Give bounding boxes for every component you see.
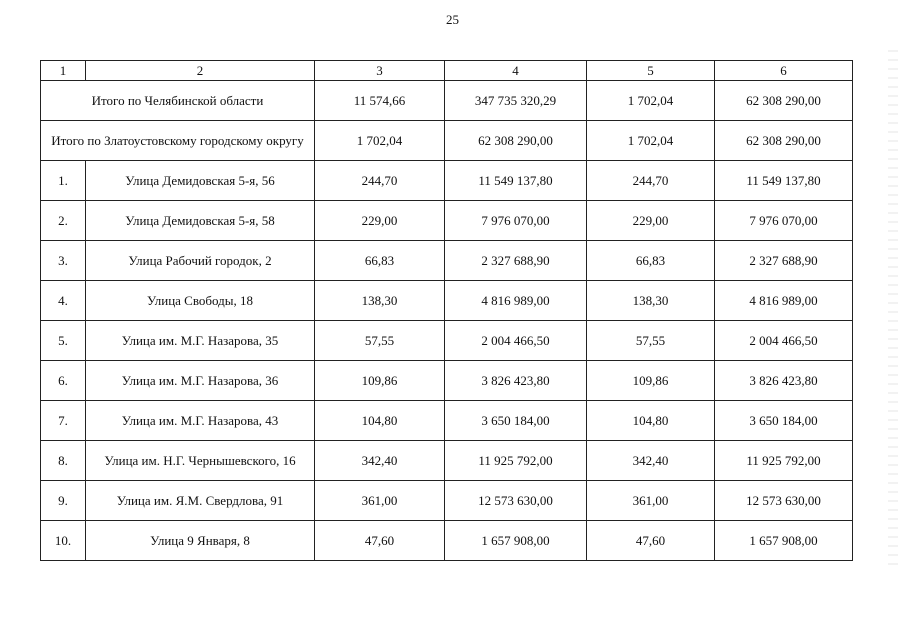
- header-row: [41, 61, 853, 81]
- total-cell: 62 308 290,00: [715, 121, 853, 161]
- value-cell: 229,00: [315, 201, 445, 241]
- header-cell: 4: [445, 61, 587, 81]
- row-number: 10.: [41, 521, 86, 561]
- value-cell: 57,55: [315, 321, 445, 361]
- total-cell: 11 574,66: [315, 81, 445, 121]
- value-cell: 1 657 908,00: [445, 521, 587, 561]
- value-cell: 7 976 070,00: [445, 201, 587, 241]
- value-cell: 66,83: [315, 241, 445, 281]
- value-cell: 109,86: [587, 361, 715, 401]
- header-cell: 2: [86, 61, 315, 81]
- row-number: 2.: [41, 201, 86, 241]
- value-cell: 47,60: [587, 521, 715, 561]
- value-cell: 57,55: [587, 321, 715, 361]
- value-cell: 342,40: [315, 441, 445, 481]
- header-cell: 1: [41, 61, 86, 81]
- value-cell: 47,60: [315, 521, 445, 561]
- value-cell: 104,80: [587, 401, 715, 441]
- scan-artifact: [888, 50, 898, 570]
- value-cell: 3 826 423,80: [445, 361, 587, 401]
- row-number: 4.: [41, 281, 86, 321]
- row-number: 6.: [41, 361, 86, 401]
- value-cell: 138,30: [315, 281, 445, 321]
- page-number: 25: [446, 12, 459, 27]
- total-cell: 1 702,04: [587, 81, 715, 121]
- table-row: [41, 481, 853, 521]
- value-cell: 361,00: [315, 481, 445, 521]
- total-cell: 347 735 320,29: [445, 81, 587, 121]
- address-cell: Улица им. Я.М. Свердлова, 91: [86, 481, 315, 521]
- value-cell: 7 976 070,00: [715, 201, 853, 241]
- table-row: [41, 361, 853, 401]
- total-row: [41, 121, 853, 161]
- value-cell: 12 573 630,00: [445, 481, 587, 521]
- value-cell: 1 657 908,00: [715, 521, 853, 561]
- value-cell: 4 816 989,00: [715, 281, 853, 321]
- table-row: [41, 401, 853, 441]
- row-number: 5.: [41, 321, 86, 361]
- address-cell: Улица им. М.Г. Назарова, 35: [86, 321, 315, 361]
- header-cell: 5: [587, 61, 715, 81]
- value-cell: 2 327 688,90: [715, 241, 853, 281]
- value-cell: 11 549 137,80: [445, 161, 587, 201]
- value-cell: 11 925 792,00: [715, 441, 853, 481]
- value-cell: 244,70: [587, 161, 715, 201]
- value-cell: 104,80: [315, 401, 445, 441]
- value-cell: 3 826 423,80: [715, 361, 853, 401]
- table-row: [41, 201, 853, 241]
- row-number: 7.: [41, 401, 86, 441]
- row-number: 8.: [41, 441, 86, 481]
- value-cell: 2 004 466,50: [715, 321, 853, 361]
- total-label: Итого по Челябинской области: [41, 81, 315, 121]
- address-cell: Улица 9 Января, 8: [86, 521, 315, 561]
- value-cell: 11 925 792,00: [445, 441, 587, 481]
- address-cell: Улица Демидовская 5-я, 56: [86, 161, 315, 201]
- value-cell: 2 004 466,50: [445, 321, 587, 361]
- value-cell: 66,83: [587, 241, 715, 281]
- total-cell: 62 308 290,00: [715, 81, 853, 121]
- value-cell: 3 650 184,00: [715, 401, 853, 441]
- row-number: 3.: [41, 241, 86, 281]
- row-number: 1.: [41, 161, 86, 201]
- value-cell: 3 650 184,00: [445, 401, 587, 441]
- table-row: [41, 321, 853, 361]
- total-cell: 1 702,04: [315, 121, 445, 161]
- value-cell: 361,00: [587, 481, 715, 521]
- total-cell: 1 702,04: [587, 121, 715, 161]
- value-cell: 11 549 137,80: [715, 161, 853, 201]
- address-cell: Улица им. Н.Г. Чернышевского, 16: [86, 441, 315, 481]
- address-cell: Улица им. М.Г. Назарова, 36: [86, 361, 315, 401]
- value-cell: 109,86: [315, 361, 445, 401]
- value-cell: 4 816 989,00: [445, 281, 587, 321]
- address-cell: Улица Рабочий городок, 2: [86, 241, 315, 281]
- table-row: [41, 521, 853, 561]
- table-row: [41, 441, 853, 481]
- table-row: [41, 241, 853, 281]
- value-cell: 2 327 688,90: [445, 241, 587, 281]
- value-cell: 229,00: [587, 201, 715, 241]
- value-cell: 138,30: [587, 281, 715, 321]
- header-cell: 6: [715, 61, 853, 81]
- data-table: [40, 60, 853, 561]
- value-cell: 12 573 630,00: [715, 481, 853, 521]
- table-row: [41, 161, 853, 201]
- address-cell: Улица Демидовская 5-я, 58: [86, 201, 315, 241]
- address-cell: Улица им. М.Г. Назарова, 43: [86, 401, 315, 441]
- total-label: Итого по Златоустовскому городскому округу: [41, 121, 315, 161]
- total-row: [41, 81, 853, 121]
- value-cell: 244,70: [315, 161, 445, 201]
- row-number: 9.: [41, 481, 86, 521]
- value-cell: 342,40: [587, 441, 715, 481]
- address-cell: Улица Свободы, 18: [86, 281, 315, 321]
- total-cell: 62 308 290,00: [445, 121, 587, 161]
- table-row: [41, 281, 853, 321]
- header-cell: 3: [315, 61, 445, 81]
